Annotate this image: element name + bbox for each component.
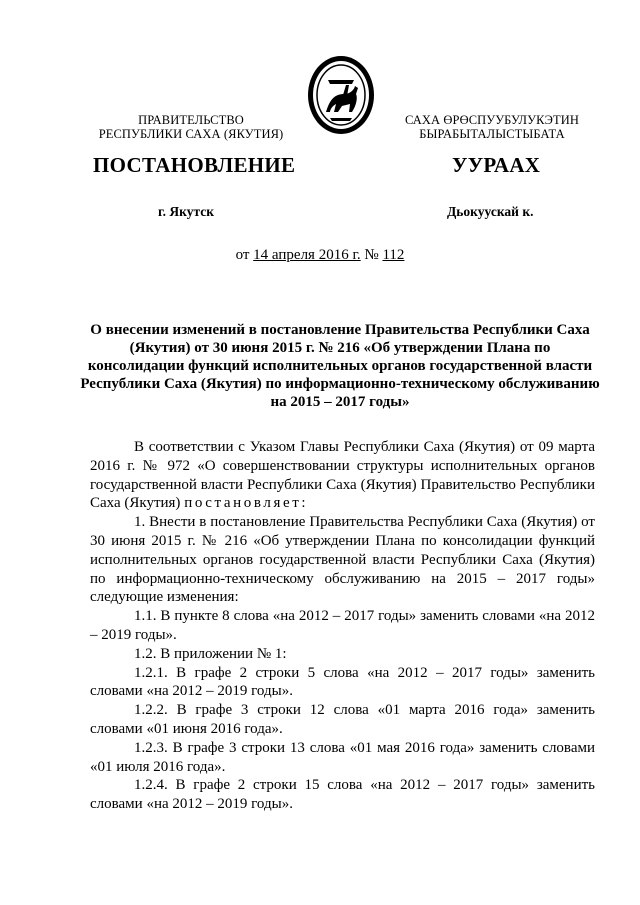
authority-line-2: РЕСПУБЛИКИ САХА (ЯКУТИЯ) [98,127,284,141]
number-sign: № [364,247,379,263]
resolves-word: постановляет: [184,495,309,512]
item-paragraph: 1.2.1. В графе 2 строки 5 слова «на 2012 – 2017 годы» заменить словами «на 2012 – 2019 годы». [90,664,595,700]
doc-type-russian: ПОСТАНОВЛЕНИЕ [93,153,296,177]
authority-line-1: ПРАВИТЕЛЬСТВО [138,113,244,127]
doc-type-sakha: УУРААХ [452,153,541,177]
document-number: 112 [382,247,405,263]
preamble-paragraph [90,438,595,513]
document-body [90,438,595,814]
item-paragraph: 1.2. В приложении № 1: [134,645,287,662]
item-paragraph: 1.2.2. В графе 3 строки 12 слова «01 марта 2016 года» заменить словами «01 июня 2016 года». [90,702,595,737]
date-line [0,247,640,264]
authority-name-sakha [388,113,596,141]
item-paragraph: 1.2.4. В графе 2 строки 15 слова «на 2012 – 2017 годы» заменить словами «на 2012 – 2019 годы». [90,777,595,813]
authority-name-russian [78,113,304,141]
date-prefix: от [235,247,250,263]
item-paragraph: 1. Внести в постановление Правительства Республики Саха (Якутия) от 30 июня 2015 г. № 216 «Об утверждении Плана по консолидации функций исполнительных органов государственной власти Республики Саха (Якутия) по информационно-техническому обслуживанию на 2015 – 2017 годы» следующие изменения: [90,514,595,606]
authority-line-2-sakha: БЫРАБЫТАЛЫСТЫБАТА [419,127,565,141]
city-russian: г. Якутск [158,204,215,219]
document-title: О внесении изменений в постановление Правительства Республики Саха (Якутия) от 30 июня 2015 г. № 216 «Об утверждении Плана по консолидации функций исполнительных органов государственной власти Республики Саха (Якутия) по информационно-техническому обслуживанию на 2015 – 2017 годы» [80,322,600,410]
coat-of-arms-emblem-icon [306,54,376,136]
document-date: 14 апреля 2016 г. [253,247,361,263]
authority-line-1-sakha: САХА ӨРӨСПУУБУЛУКЭТИН [404,113,580,127]
preamble-text: В соответствии с Указом Главы Республики Саха (Якутия) от 09 марта 2016 г. № 972 «О совершенствовании структуры исполнительных органов государственной власти Республики Саха (Якутия) Правительство Республики Саха (Якутия) [90,439,595,512]
item-paragraph: 1.2.3. В графе 3 строки 13 слова «01 мая 2016 года» заменить словами «01 июля 2016 года». [90,739,595,775]
city-sakha: Дьокуускай к. [447,204,534,219]
item-paragraph: 1.1. В пункте 8 слова «на 2012 – 2017 годы» заменить словами «на 2012 – 2019 годы». [90,608,595,643]
